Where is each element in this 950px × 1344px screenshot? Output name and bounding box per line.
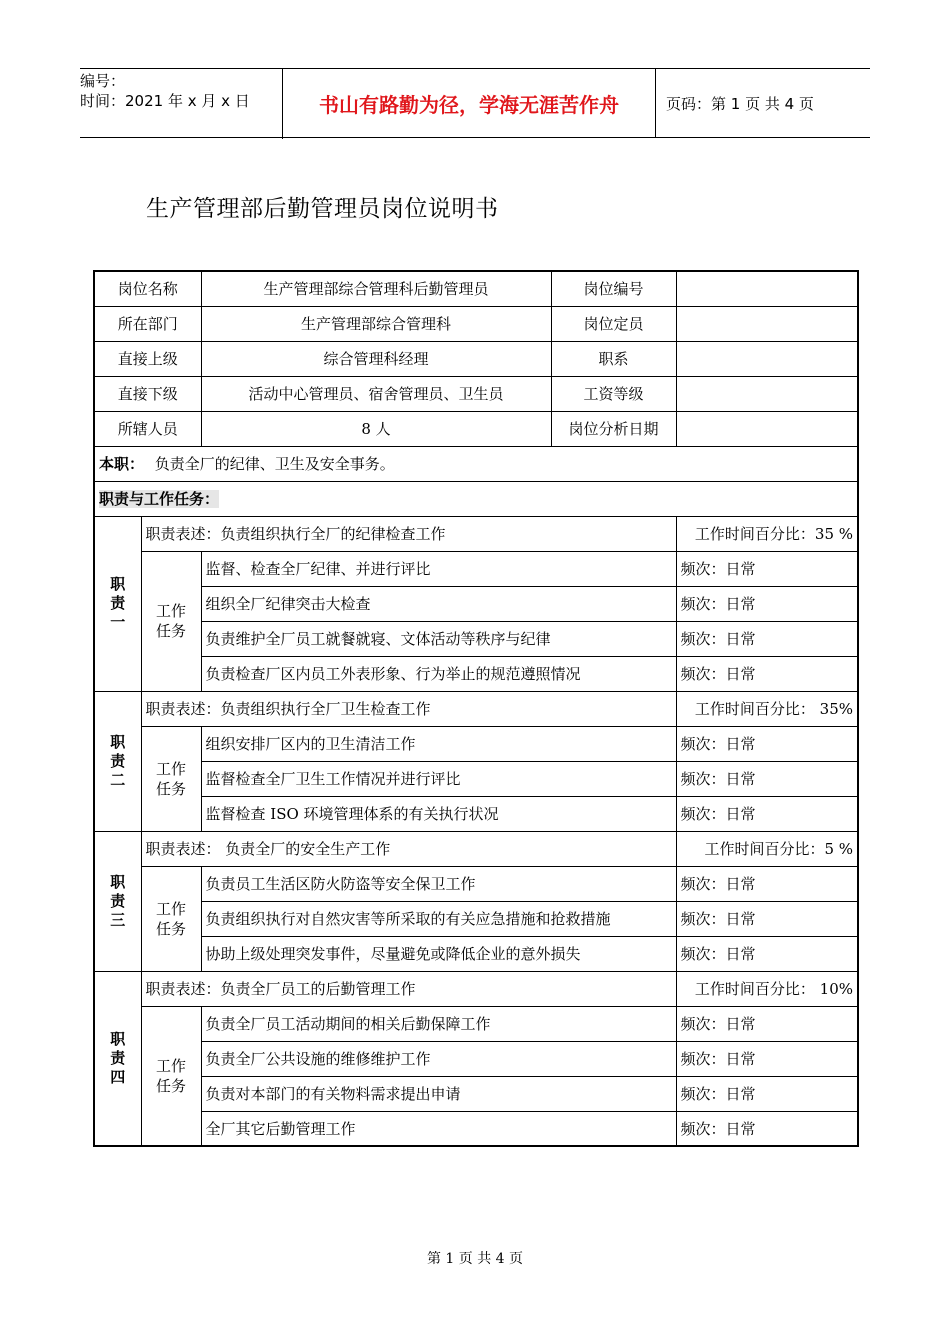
document-title: 生产管理部后勤管理员岗位说明书 [146, 196, 499, 222]
responsibility-name [94, 971, 141, 1146]
task-row [94, 656, 858, 691]
duty-row [94, 446, 858, 481]
responsibility-description: 职责表述：负责全厂员工的后勤管理工作 [141, 971, 676, 1006]
task-frequency: 频次：日常 [676, 586, 858, 621]
task-frequency: 频次：日常 [676, 761, 858, 796]
header-page-info: 页码：第 1 页 共 4 页 [666, 94, 814, 113]
task-text: 负责全厂员工活动期间的相关后勤保障工作 [201, 1006, 676, 1041]
responsibility-description: 职责表述： 负责全厂的安全生产工作 [141, 831, 676, 866]
work-task-label-text: 工作任务 [155, 602, 186, 640]
responsibility-percent: 工作时间百分比：35 % [676, 516, 858, 551]
task-frequency: 频次：日常 [676, 656, 858, 691]
task-row [94, 901, 858, 936]
responsibility-description-row [94, 831, 858, 866]
info-label: 所辖人员 [94, 411, 201, 446]
info-row [94, 341, 858, 376]
task-row [94, 796, 858, 831]
task-row [94, 586, 858, 621]
tasks-heading: 职责与工作任务： [99, 490, 220, 508]
duty-text: 负责全厂的纪律、卫生及安全事务。 [154, 455, 395, 473]
number-label: 编号： [80, 72, 126, 90]
page-footer: 第 1 页 共 4 页 [426, 1251, 524, 1267]
task-frequency: 频次：日常 [676, 936, 858, 971]
responsibility-description: 职责表述：负责组织执行全厂的纪律检查工作 [141, 516, 676, 551]
task-text: 监督检查 ISO 环境管理体系的有关执行状况 [201, 796, 676, 831]
info-label: 直接上级 [94, 341, 201, 376]
task-text: 监督检查全厂卫生工作情况并进行评比 [201, 761, 676, 796]
info-label: 岗位名称 [94, 271, 201, 306]
work-task-label [141, 551, 201, 691]
task-row [94, 1111, 858, 1146]
responsibility-description-row [94, 971, 858, 1006]
info-value [676, 341, 858, 376]
task-text: 组织全厂纪律突击大检查 [201, 586, 676, 621]
info-label: 直接下级 [94, 376, 201, 411]
task-row [94, 761, 858, 796]
work-task-label [141, 866, 201, 971]
task-frequency: 频次：日常 [676, 726, 858, 761]
time-label: 时间：2021 年 x 月 x 日 [80, 92, 250, 110]
task-frequency: 频次：日常 [676, 621, 858, 656]
info-row [94, 411, 858, 446]
responsibility-description-row [94, 691, 858, 726]
task-frequency: 频次：日常 [676, 1111, 858, 1146]
responsibility-name-text: 职责三 [110, 872, 126, 929]
page-header [80, 68, 870, 138]
info-label: 岗位定员 [551, 306, 676, 341]
task-frequency: 频次：日常 [676, 1006, 858, 1041]
work-task-label [141, 1006, 201, 1146]
duty-label: 本职： [99, 455, 145, 473]
work-task-label-text: 工作任务 [155, 759, 186, 798]
task-frequency: 频次：日常 [676, 551, 858, 586]
info-label: 工资等级 [551, 376, 676, 411]
task-text: 负责检查厂区内员工外表形象、行为举止的规范遵照情况 [201, 656, 676, 691]
responsibility-percent: 工作时间百分比： 35% [676, 691, 858, 726]
task-text: 监督、检查全厂纪律、并进行评比 [201, 551, 676, 586]
task-row [94, 1006, 858, 1041]
work-task-label [141, 726, 201, 831]
task-frequency: 频次：日常 [676, 796, 858, 831]
info-value [676, 306, 858, 341]
responsibility-name-text: 职责四 [110, 1029, 126, 1086]
info-value [676, 376, 858, 411]
info-row [94, 306, 858, 341]
info-row [94, 271, 858, 306]
task-text: 负责对本部门的有关物料需求提出申请 [201, 1076, 676, 1111]
responsibility-name [94, 516, 141, 691]
info-label: 所在部门 [94, 306, 201, 341]
info-row [94, 376, 858, 411]
responsibility-percent: 工作时间百分比： 10% [676, 971, 858, 1006]
task-text: 负责组织执行对自然灾害等所采取的有关应急措施和抢救措施 [201, 901, 676, 936]
info-value [676, 411, 858, 446]
task-row [94, 1076, 858, 1111]
work-task-label-text: 工作任务 [155, 899, 186, 938]
task-row [94, 936, 858, 971]
info-value: 综合管理科经理 [201, 341, 551, 376]
task-text: 协助上级处理突发事件，尽量避免或降低企业的意外损失 [201, 936, 676, 971]
header-motto: 书山有路勤为径，学海无涯苦作舟 [283, 69, 656, 137]
info-value: 生产管理部综合管理科 [201, 306, 551, 341]
job-description-table [93, 270, 859, 1147]
info-value [676, 271, 858, 306]
tasks-heading-row [94, 481, 858, 516]
responsibility-description: 职责表述：负责组织执行全厂卫生检查工作 [141, 691, 676, 726]
responsibility-percent: 工作时间百分比：5 % [676, 831, 858, 866]
task-row [94, 726, 858, 761]
info-label: 岗位编号 [551, 271, 676, 306]
task-text: 负责员工生活区防火防盗等安全保卫工作 [201, 866, 676, 901]
task-text: 组织安排厂区内的卫生清洁工作 [201, 726, 676, 761]
task-text: 负责维护全厂员工就餐就寝、文体活动等秩序与纪律 [201, 621, 676, 656]
responsibility-name [94, 691, 141, 831]
task-frequency: 频次：日常 [676, 901, 858, 936]
task-text: 全厂其它后勤管理工作 [201, 1111, 676, 1146]
info-value: 活动中心管理员、宿舍管理员、卫生员 [201, 376, 551, 411]
task-frequency: 频次：日常 [676, 1076, 858, 1111]
task-row [94, 1041, 858, 1076]
task-row [94, 551, 858, 586]
task-frequency: 频次：日常 [676, 1041, 858, 1076]
work-task-label-text: 工作任务 [155, 1056, 186, 1095]
info-value: 8 人 [201, 411, 551, 446]
responsibility-description-row [94, 516, 858, 551]
header-meta [80, 69, 283, 139]
info-value: 生产管理部综合管理科后勤管理员 [201, 271, 551, 306]
duty-cell [94, 446, 858, 481]
task-text: 负责全厂公共设施的维修维护工作 [201, 1041, 676, 1076]
task-row [94, 866, 858, 901]
info-label: 岗位分析日期 [551, 411, 676, 446]
task-frequency: 频次：日常 [676, 866, 858, 901]
responsibility-name-text: 职责二 [110, 732, 126, 789]
tasks-heading-cell [94, 481, 858, 516]
responsibility-name [94, 831, 141, 971]
responsibility-name-text: 职责一 [110, 575, 126, 631]
task-row [94, 621, 858, 656]
info-label: 职系 [551, 341, 676, 376]
